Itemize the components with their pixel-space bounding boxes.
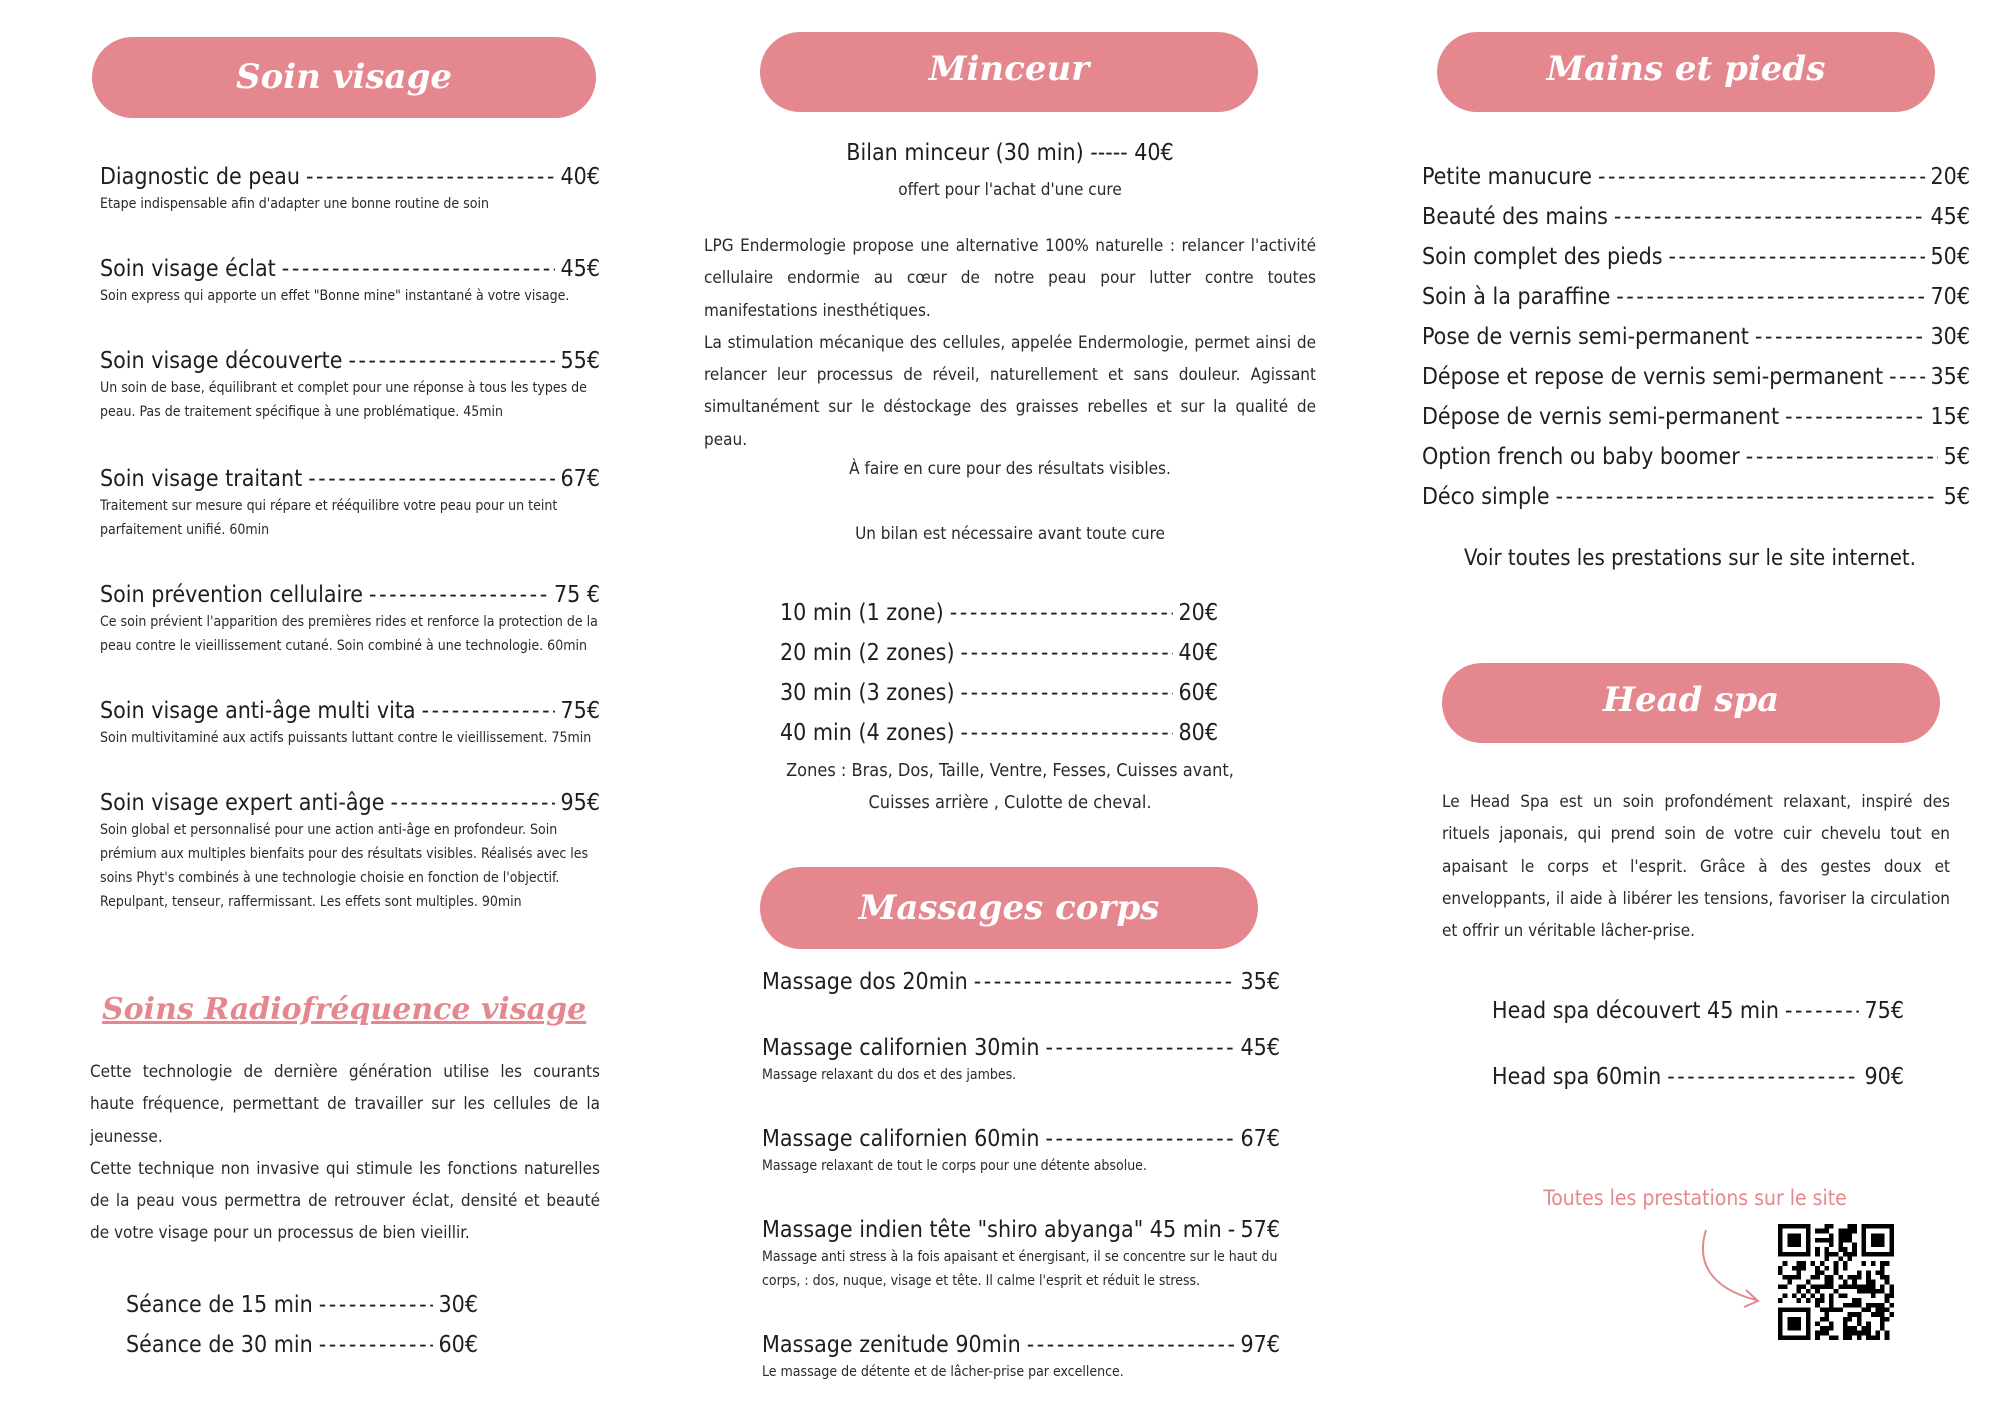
dot-leader xyxy=(1889,364,1924,392)
qr-code-icon[interactable] xyxy=(1778,1224,1894,1340)
dot-leader xyxy=(1669,244,1925,272)
list-item xyxy=(762,1126,1280,1217)
price-row xyxy=(762,1332,1280,1360)
minceur-paragraph-2: La stimulation mécanique des cellules, appelée Endermologie, permet ainsi de relancer leur processus de réveil, naturellement et sans douleur. Agissant simultanément sur le déstockage des graisses rebelles et sur la qualité de peau. xyxy=(704,332,1316,450)
price-row xyxy=(1422,164,1970,204)
mains-pieds-header xyxy=(1437,32,1935,112)
dot-leader xyxy=(422,698,555,726)
minceur-title: Minceur xyxy=(928,49,1090,89)
dot-leader xyxy=(1755,324,1925,352)
price-row xyxy=(762,1126,1280,1154)
mains-pieds-title: Mains et pieds xyxy=(1546,49,1826,89)
price-row xyxy=(1422,244,1970,284)
column-minceur-massages xyxy=(690,0,1330,1414)
list-item xyxy=(100,790,600,914)
dot-leader xyxy=(1556,484,1938,512)
service-description: Ce soin prévient l'apparition des premières rides et renforce la protection de la peau contre le vieillissement cutané. Soin combiné à une technologie. 60min xyxy=(100,613,598,654)
price-row xyxy=(100,790,600,818)
list-item xyxy=(762,969,1280,1035)
dot-leader xyxy=(319,1332,433,1360)
service-name: Massage californien 30min xyxy=(762,1035,1040,1061)
service-name: Head spa découvert 45 min xyxy=(1492,998,1779,1024)
price-row xyxy=(100,164,600,192)
service-price: 97€ xyxy=(1240,1332,1280,1358)
service-price: 55€ xyxy=(560,348,600,374)
dot-leader xyxy=(961,640,1173,668)
service-name: Soin visage éclat xyxy=(100,256,276,282)
service-price: 75€ xyxy=(1864,998,1904,1024)
dot-leader xyxy=(1746,444,1938,472)
list-item xyxy=(100,582,600,698)
price-row xyxy=(780,720,1218,760)
list-item xyxy=(100,348,600,466)
minceur-zones-line-2: Cuisses arrière , Culotte de cheval. xyxy=(868,792,1152,813)
minceur-description xyxy=(704,230,1316,456)
service-description: Soin multivitaminé aux actifs puissants luttant contre le vieillissement. 75min xyxy=(100,729,592,746)
service-price: 67€ xyxy=(1240,1126,1280,1152)
service-price: 57€ xyxy=(1240,1217,1280,1243)
service-name: Déco simple xyxy=(1422,484,1550,510)
minceur-bilan-note: Un bilan est nécessaire avant toute cure xyxy=(855,524,1165,544)
service-price: 75€ xyxy=(560,698,600,724)
price-row xyxy=(762,1035,1280,1063)
service-price: 70€ xyxy=(1930,284,1970,310)
service-price: 15€ xyxy=(1930,404,1970,430)
dot-leader xyxy=(961,680,1173,708)
head-spa-title: Head spa xyxy=(1602,680,1780,720)
minceur-header xyxy=(760,32,1258,112)
service-description: Soin express qui apporte un effet "Bonne mine" instantané à votre visage. xyxy=(100,287,570,304)
price-row xyxy=(1492,1064,1904,1092)
bilan-minceur-note: offert pour l'achat d'une cure xyxy=(898,180,1122,200)
service-name: Massage dos 20min xyxy=(762,969,968,995)
price-row xyxy=(1422,284,1970,324)
column-soin-visage xyxy=(90,0,610,1414)
service-description: Etape indispensable afin d'adapter une bonne routine de soin xyxy=(100,195,489,212)
price-row xyxy=(1492,998,1904,1064)
service-name: Dépose et repose de vernis semi-permanent xyxy=(1422,364,1884,390)
dot-leader xyxy=(1027,1332,1235,1360)
list-item xyxy=(100,164,600,256)
service-name: Massage zenitude 90min xyxy=(762,1332,1021,1358)
service-price: 40€ xyxy=(560,164,600,190)
service-price: 45€ xyxy=(1930,204,1970,230)
minceur-list xyxy=(780,600,1218,760)
service-price: 5€ xyxy=(1943,444,1970,470)
price-row xyxy=(100,698,600,726)
service-name: Séance de 30 min xyxy=(126,1332,313,1358)
dot-leader xyxy=(308,466,554,494)
price-row xyxy=(1422,484,1970,524)
dot-leader xyxy=(974,969,1235,997)
soin-visage-title: Soin visage xyxy=(236,57,452,97)
head-spa-header xyxy=(1442,663,1940,743)
price-row xyxy=(1422,444,1970,484)
service-description: Un soin de base, équilibrant et complet pour une réponse à tous les types de peau. Pas de traitement spécifique à une problématique. 45min xyxy=(100,379,587,420)
list-item xyxy=(100,698,600,790)
dot-leader xyxy=(1045,1035,1234,1063)
service-price: 80€ xyxy=(1178,720,1218,746)
price-row xyxy=(762,1217,1280,1245)
website-cta[interactable]: Toutes les prestations sur le site xyxy=(1543,1186,1847,1210)
price-row xyxy=(126,1332,478,1360)
service-price: 5€ xyxy=(1943,484,1970,510)
list-item xyxy=(762,1035,1280,1126)
service-name: Beauté des mains xyxy=(1422,204,1608,230)
service-description: Massage anti stress à la fois apaisant et énergisant, il se concentre sur le haut du corps, : dos, nuque, visage et tête. Il calme l'esprit et réduit le stress. xyxy=(762,1248,1278,1289)
service-name: 10 min (1 zone) xyxy=(780,600,944,626)
price-row xyxy=(780,640,1218,680)
service-name: Soin complet des pieds xyxy=(1422,244,1663,270)
service-name: Massage californien 60min xyxy=(762,1126,1040,1152)
minceur-zones-line-1: Zones : Bras, Dos, Taille, Ventre, Fesses, Cuisses avant, xyxy=(786,760,1234,781)
service-price: 50€ xyxy=(1930,244,1970,270)
service-price: 60€ xyxy=(438,1332,478,1358)
dot-leader xyxy=(306,164,555,192)
service-price: 45€ xyxy=(560,256,600,282)
mains-pieds-list xyxy=(1422,164,1970,524)
service-name: Soin visage anti-âge multi vita xyxy=(100,698,416,724)
price-row xyxy=(1422,364,1970,404)
service-name: Soin visage expert anti-âge xyxy=(100,790,385,816)
service-description: Soin global et personnalisé pour une action anti-âge en profondeur. Soin prémium aux multiples bienfaits pour des résultats visibles. Réalisés avec les soins Phyt's combinés à une technologie choisie en fonction de l'objectif. Repulpant, tenseur, raffermissant. Les effets sont multiples. 90min xyxy=(100,821,589,910)
list-item xyxy=(762,1217,1280,1332)
service-price: 35€ xyxy=(1240,969,1280,995)
massages-list xyxy=(762,969,1280,1384)
price-row xyxy=(1422,404,1970,444)
price-row xyxy=(780,600,1218,640)
minceur-cure-note: À faire en cure pour des résultats visibles. xyxy=(849,459,1171,479)
price-row xyxy=(126,1292,478,1332)
service-price: 45€ xyxy=(1240,1035,1280,1061)
service-price: 35€ xyxy=(1930,364,1970,390)
list-item xyxy=(100,256,600,348)
service-price: 90€ xyxy=(1864,1064,1904,1090)
dot-leader xyxy=(1045,1126,1234,1154)
minceur-paragraph-1: LPG Endermologie propose une alternative 100% naturelle : relancer l'activité cellulaire endormie au cœur de notre peau pour lutter contre toutes manifestations inesthétiques. xyxy=(704,236,1316,321)
massages-title: Massages corps xyxy=(858,888,1160,928)
service-price: 30€ xyxy=(438,1292,478,1318)
dot-leader xyxy=(1616,284,1924,312)
service-name: Head spa 60min xyxy=(1492,1064,1662,1090)
service-name: Soin à la paraffine xyxy=(1422,284,1611,310)
head-spa-description: Le Head Spa est un soin profondément relaxant, inspiré des rituels japonais, qui prend soin de votre cuir chevelu tout en apaisant le corps et l'esprit. Grâce à des gestes doux et enveloppants, il aide à libérer les tensions, favoriser la circulation et offrir un véritable lâcher-prise. xyxy=(1442,792,1950,942)
service-name: 30 min (3 zones) xyxy=(780,680,955,706)
service-price: 40€ xyxy=(1178,640,1218,666)
radiofrequence-list xyxy=(126,1292,478,1360)
service-price: 75 € xyxy=(553,582,600,608)
service-name: Soin visage traitant xyxy=(100,466,303,492)
radiofrequence-paragraph-2: Cette technique non invasive qui stimule les fonctions naturelles de la peau vous permettra de retrouver éclat, densité et beauté de votre visage pour un processus de bien vieillir. xyxy=(90,1158,600,1244)
curved-arrow-icon xyxy=(1688,1226,1778,1316)
service-name: Petite manucure xyxy=(1422,164,1592,190)
service-price: 67€ xyxy=(560,466,600,492)
soin-visage-list xyxy=(100,164,600,914)
service-price: 95€ xyxy=(560,790,600,816)
service-name: 20 min (2 zones) xyxy=(780,640,955,666)
service-price: 30€ xyxy=(1930,324,1970,350)
column-mains-pieds-head-spa xyxy=(1410,0,1970,1414)
list-item xyxy=(100,466,600,582)
service-price: 20€ xyxy=(1178,600,1218,626)
dot-leader xyxy=(1667,1064,1858,1092)
service-name: Option french ou baby boomer xyxy=(1422,444,1740,470)
list-item xyxy=(762,1332,1280,1384)
bilan-minceur: Bilan minceur (30 min) ----- 40€ xyxy=(846,140,1174,166)
service-name: Soin prévention cellulaire xyxy=(100,582,364,608)
dot-leader xyxy=(390,790,554,818)
dot-leader xyxy=(282,256,555,284)
service-description: Massage relaxant du dos et des jambes. xyxy=(762,1066,1017,1083)
dot-leader xyxy=(1614,204,1925,232)
price-row xyxy=(1422,324,1970,364)
price-row xyxy=(100,466,600,494)
service-name: Dépose de vernis semi-permanent xyxy=(1422,404,1780,430)
service-price: 20€ xyxy=(1930,164,1970,190)
service-name: Diagnostic de peau xyxy=(100,164,300,190)
dot-leader xyxy=(961,720,1173,748)
dot-leader xyxy=(1785,404,1924,432)
radiofrequence-paragraph-1: Cette technologie de dernière génération utilise les courants haute fréquence, permettant de travailler sur les cellules de la jeunesse. xyxy=(90,1062,600,1147)
price-row xyxy=(762,969,1280,997)
service-description: Le massage de détente et de lâcher-prise par excellence. xyxy=(762,1363,1124,1380)
service-name: Massage indien tête "shiro abyanga" 45 min xyxy=(762,1217,1222,1243)
radiofrequence-description xyxy=(90,1056,600,1250)
service-price: 60€ xyxy=(1178,680,1218,706)
dot-leader xyxy=(1785,998,1859,1026)
price-row xyxy=(100,256,600,284)
radiofrequence-title: Soins Radiofréquence visage xyxy=(102,992,587,1027)
massages-header xyxy=(760,867,1258,949)
dot-leader xyxy=(950,600,1173,628)
dot-leader xyxy=(1228,1217,1235,1245)
price-row xyxy=(1422,204,1970,244)
service-name: Séance de 15 min xyxy=(126,1292,313,1318)
service-name: 40 min (4 zones) xyxy=(780,720,955,746)
service-name: Soin visage découverte xyxy=(100,348,343,374)
price-row xyxy=(100,348,600,376)
mains-pieds-website-note: Voir toutes les prestations sur le site internet. xyxy=(1464,546,1916,571)
price-row xyxy=(780,680,1218,720)
head-spa-list xyxy=(1492,998,1904,1092)
service-name: Pose de vernis semi-permanent xyxy=(1422,324,1749,350)
dot-leader xyxy=(1598,164,1925,192)
dot-leader xyxy=(369,582,548,610)
soin-visage-header xyxy=(92,37,596,118)
dot-leader xyxy=(319,1292,433,1320)
price-row xyxy=(100,582,600,610)
service-description: Traitement sur mesure qui répare et rééquilibre votre peau pour un teint parfaitement unifié. 60min xyxy=(100,497,558,538)
dot-leader xyxy=(348,348,554,376)
service-description: Massage relaxant de tout le corps pour une détente absolue. xyxy=(762,1157,1147,1174)
